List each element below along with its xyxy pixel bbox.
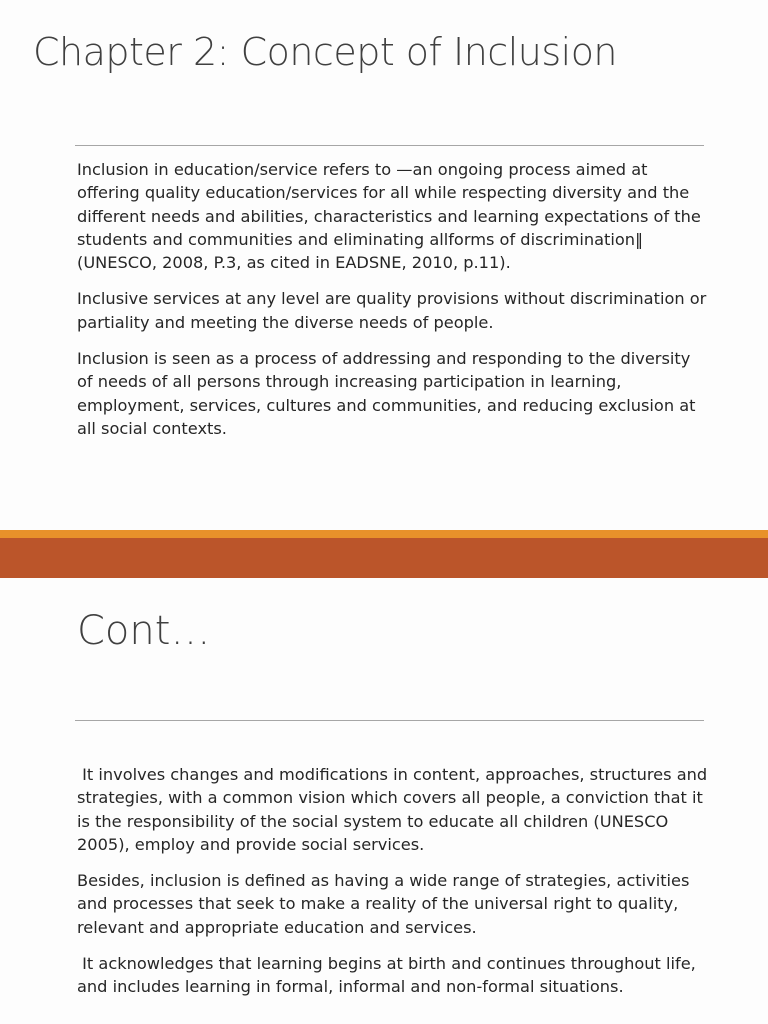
title-divider: [75, 145, 704, 146]
paragraph: It acknowledges that learning begins at birth and continues throughout life, and includes learning in formal, informal and non-formal situations.: [77, 954, 696, 997]
paragraph: Besides, inclusion is defined as having a wide range of strategies, activities and processes that seek to make a reality of the universal right to quality, relevant and appropriate education and services.: [77, 871, 690, 937]
slide-body: [77, 158, 709, 453]
paragraph: It involves changes and modifications in content, approaches, structures and strategies, with a common vision which covers all people, a conviction that it is the responsibility of the social system to educate all children (UNESCO 2005), employ and provide social services.: [77, 765, 708, 854]
slide-body: [77, 763, 709, 1012]
paragraph: Inclusion is seen as a process of addressing and responding to the diversity of needs of all persons through increasing participation in learning, employment, services, cultures and communities, and reducing exclusion at all social contexts.: [77, 349, 696, 438]
slide-title: Cont…: [77, 608, 211, 654]
slide-separator-accent: [0, 530, 768, 538]
slide-separator-band: [0, 538, 768, 578]
paragraph: Inclusive services at any level are quality provisions without discrimination or partiality and meeting the diverse needs of people.: [77, 289, 707, 332]
title-divider: [75, 720, 704, 721]
slide-2: [0, 578, 768, 1024]
paragraph: Inclusion in education/service refers to —an ongoing process aimed at offering quality education/services for all while respecting diversity and the different needs and abilities, characteristics and learning expectations of the students and communities and eliminating allforms of discrimination‖ (UNESCO, 2008, P.3, as cited in EADSNE, 2010, p.11).: [77, 160, 701, 273]
slide-title: Chapter 2: Concept of Inclusion: [33, 30, 618, 74]
